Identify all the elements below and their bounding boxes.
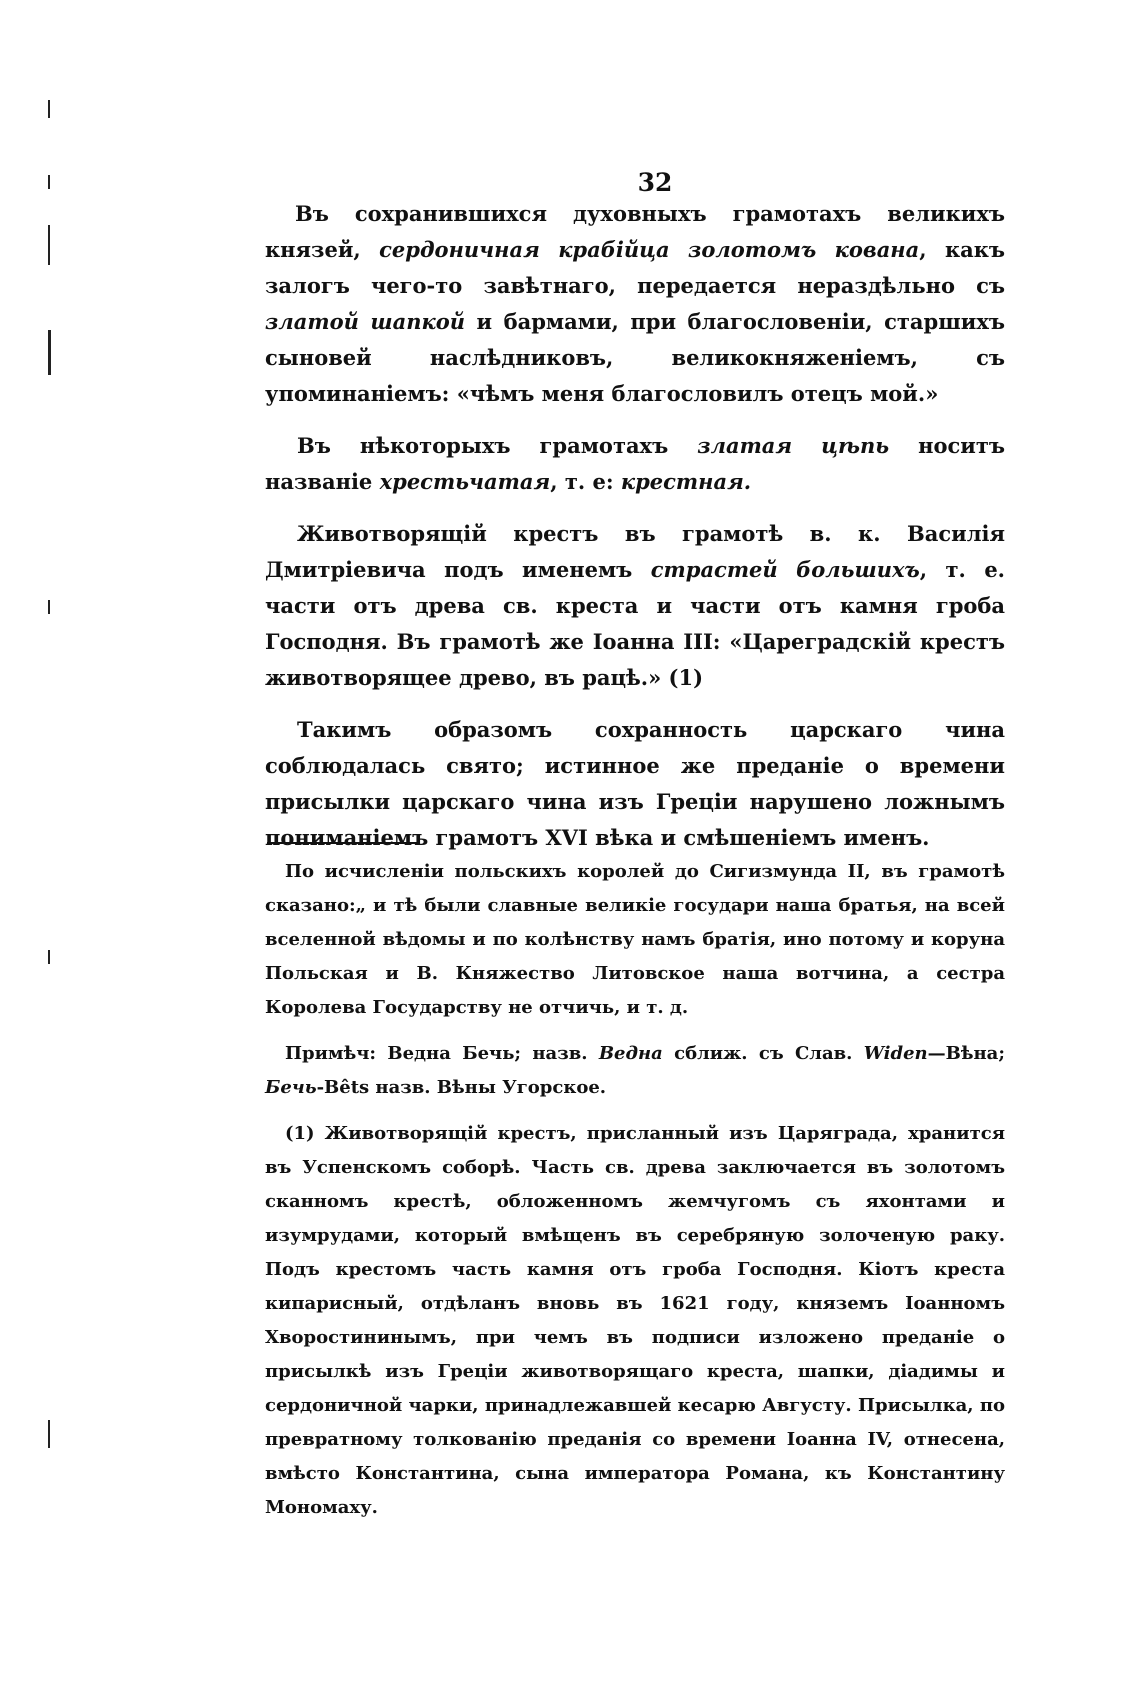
- paragraph-4: Такимъ образомъ сохранность царскаго чина соблюдалась свято; истинное же преданіе о времени присылки царскаго чина изъ Греціи нарушено ложнымъ пониманіемъ грамотъ XVI вѣка и смѣшеніемъ именъ.: [265, 717, 1005, 850]
- scan-edge-mark: [48, 330, 51, 375]
- main-text: [265, 196, 1005, 872]
- page-number: 32: [637, 168, 673, 197]
- scan-edge-mark: [48, 1420, 50, 1448]
- scan-edge-mark: [48, 225, 50, 265]
- footnote-2: Примѣч: Ведна Бечь; назв. Ведна сближ. съ Слав. Widen—Вѣна; Бечь-Bêts назв. Вѣны Угорское.: [265, 1043, 1005, 1098]
- footnote-separator: [267, 842, 417, 844]
- footnotes: [265, 855, 1005, 1537]
- footnote-3: (1) Животворящій крестъ, присланный изъ Царяграда, хранится въ Успенскомъ соборѣ. Часть св. древа заключается въ золотомъ сканномъ крестѣ, обложенномъ жемчугомъ съ яхонтами и изумрудами, который вмѣщенъ въ серебряную золоченую раку. Подъ крестомъ часть камня отъ гроба Господня. Кіотъ креста кипарисный, отдѣланъ вновь въ 1621 году, княземъ Іоанномъ Хворостининымъ, при чемъ въ подписи изложено преданіе о присылкѣ изъ Греціи животворящаго креста, шапки, діадимы и сердоничной чарки, принадлежавшей кесарю Августу. Присылка, по превратному толкованію преданія со времени Іоанна IV, отнесена, вмѣсто Константина, сына императора Романа, къ Константину Мономаху.: [265, 1123, 1005, 1518]
- scan-edge-mark: [48, 175, 50, 189]
- scan-edge-mark: [48, 100, 50, 118]
- footnote-1: По исчисленіи польскихъ королей до Сигизмунда II, въ грамотѣ сказано:„ и тѣ были славные великіе государи наша братья, на всей вселенной вѣдомы и по колѣнству намъ братія, ино потому и коруна Польская и В. Княжество Литовское наша вотчина, а сестра Королева Государству не отчичь, и т. д.: [265, 861, 1005, 1018]
- paragraph-2: Въ нѣкоторыхъ грамотахъ златая цѣпь носитъ названіе хрестьчатая, т. е: крестная.: [265, 433, 1005, 494]
- scan-edge-mark: [48, 950, 50, 964]
- paragraph-1: Въ сохранившихся духовныхъ грамотахъ великихъ князей, сердоничная крабійца золотомъ кована, какъ залогъ чего-то завѣтнаго, передается нераздѣльно съ златой шапкой и бармами, при благословеніи, старшихъ сыновей наслѣдниковъ, великокняженіемъ, съ упоминаніемъ: «чѣмъ меня благословилъ отецъ мой.»: [265, 201, 1005, 406]
- paragraph-3: Животворящій крестъ въ грамотѣ в. к. Василія Дмитріевича подъ именемъ страстей большихъ, т. е. части отъ древа св. креста и части отъ камня гроба Господня. Въ грамотѣ же Іоанна III: «Цареградскій крестъ животворящее древо, въ рацѣ.» (1): [265, 521, 1005, 690]
- scan-edge-mark: [48, 600, 50, 614]
